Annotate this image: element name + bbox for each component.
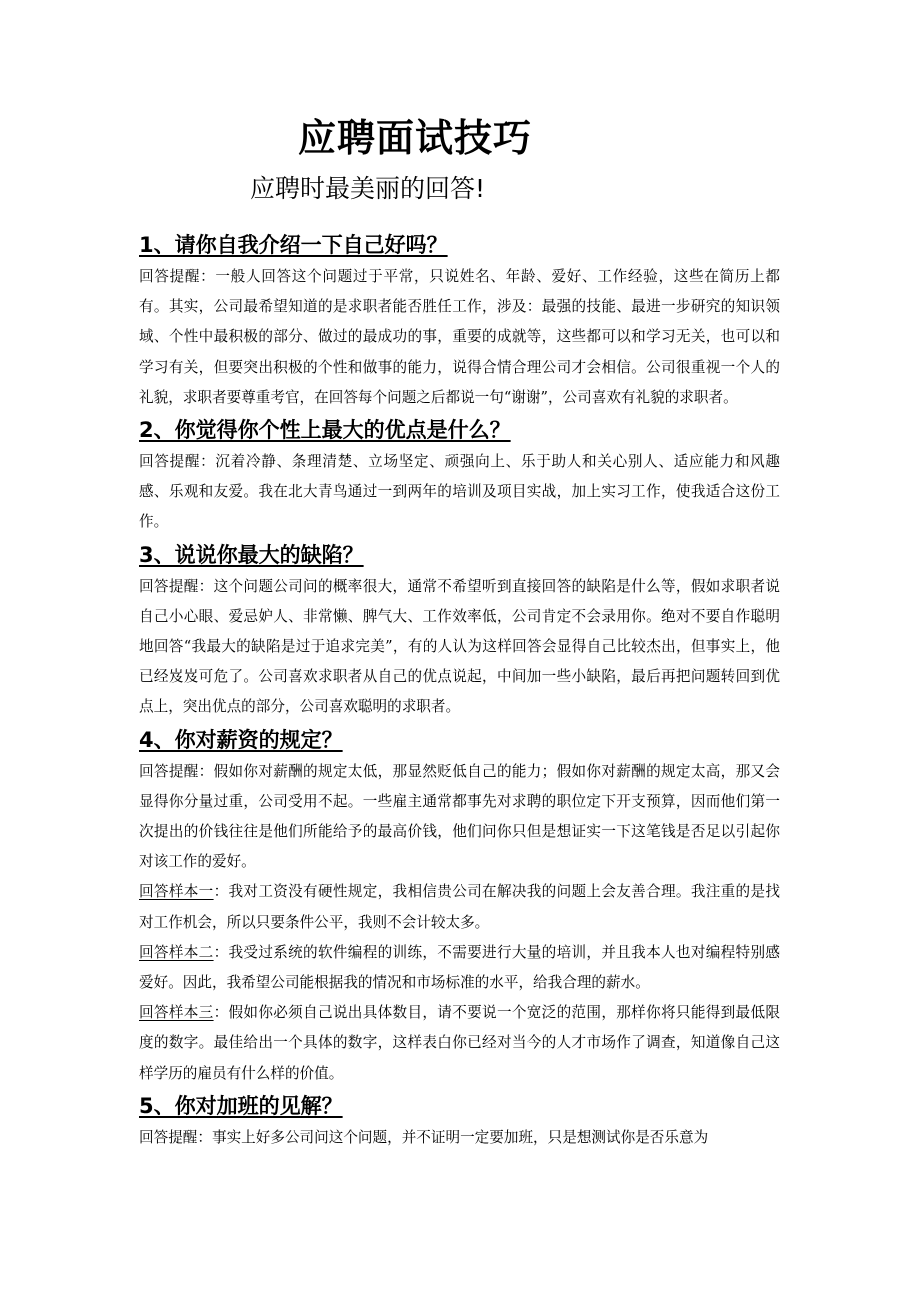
question-heading: 4、你对薪资的规定？ [139, 727, 343, 752]
answer-paragraph: 回答提醒：这个问题公司问的概率很大，通常不希望听到直接回答的缺陷是什么等，假如求职者说自己小心眼、爱忌妒人、非常懒、脾气大、工作效率低，公司肯定不会录用你。绝对不要自作聪明地回答“我最大的缺陷是过于追求完美”，有的人认为这样回答会显得自己比较杰出，但事实上，他已经岌岌可危了。公司喜欢求职者从自己的优点说起，中间加一些小缺陷，最后再把问题转回到优点上，突出优点的部分，公司喜欢聪明的求职者。 [139, 577, 780, 716]
answer-paragraph: 回答提醒：事实上好多公司问这个问题，并不证明一定要加班，只是想测试你是否乐意为 [139, 1128, 709, 1146]
document-body [139, 228, 780, 1153]
sample-answer-text: ：我受过系统的软件编程的训练，不需要进行大量的培训，并且我本人也对编程特别感爱好。因此，我希望公司能根据我的情况和市场标准的水平，给我合理的薪水。 [139, 943, 780, 992]
sample-answer-text: ：假如你必须自己说出具体数目，请不要说一个宽泛的范围，那样你将只能得到最低限度的数字。最佳给出一个具体的数字，这样表白你已经对当今的人才市场作了调查，知道像自己这样学历的雇员有什么样的价值。 [139, 1004, 780, 1082]
sample-answer-label: 回答样本三 [139, 1004, 214, 1022]
sample-answer [139, 998, 780, 1089]
sample-answer-text: ：我对工资没有硬性规定，我相信贵公司在解决我的问题上会友善合理。我注重的是找对工作机会，所以只要条件公平，我则不会计较太多。 [139, 883, 780, 931]
document-subtitle: 应聘时最美丽的回答! [250, 174, 486, 203]
sample-answer [139, 877, 780, 937]
question-heading: 3、说说你最大的缺陷？ [139, 542, 364, 567]
sample-answer-label: 回答样本一 [139, 883, 214, 901]
question-heading: 5、你对加班的见解？ [139, 1093, 343, 1118]
sample-answer-label: 回答样本二 [139, 943, 214, 961]
sample-answer [139, 938, 780, 998]
answer-paragraph: 回答提醒：沉着冷静、条理清楚、立场坚定、顽强向上、乐于助人和关心别人、适应能力和风趣感、乐观和友爱。我在北大青鸟通过一到两年的培训及项目实战，加上实习工作，使我适合这份工作。 [139, 453, 780, 531]
answer-paragraph: 回答提醒：一般人回答这个问题过于平常，只说姓名、年龄、爱好、工作经验，这些在简历上都有。其实，公司最希望知道的是求职者能否胜任工作，涉及：最强的技能、最进一步研究的知识领域、个性中最积极的部分、做过的最成功的事，重要的成就等，这些都可以和学习无关，也可以和学习有关，但要突出积极的个性和做事的能力，说得合情合理公司才会相信。公司很重视一个人的礼貌，求职者要尊重考官，在回答每个问题之后都说一句“谢谢”，公司喜欢有礼貌的求职者。 [139, 268, 780, 406]
document-title: 应聘面试技巧 [297, 116, 532, 160]
question-heading: 1、请你自我介绍一下自己好吗？ [139, 233, 448, 257]
question-heading: 2、你觉得你个性上最大的优点是什么？ [139, 418, 511, 443]
answer-paragraph: 回答提醒：假如你对薪酬的规定太低，那显然贬低自己的能力；假如你对薪酬的规定太高，那又会显得你分量过重，公司受用不起。一些雇主通常都事先对求聘的职位定下开支预算，因而他们第一次提出的价钱往往是他们所能给予的最高价钱，他们问你只但是想证实一下这笔钱是否足以引起你对该工作的爱好。 [139, 762, 780, 871]
